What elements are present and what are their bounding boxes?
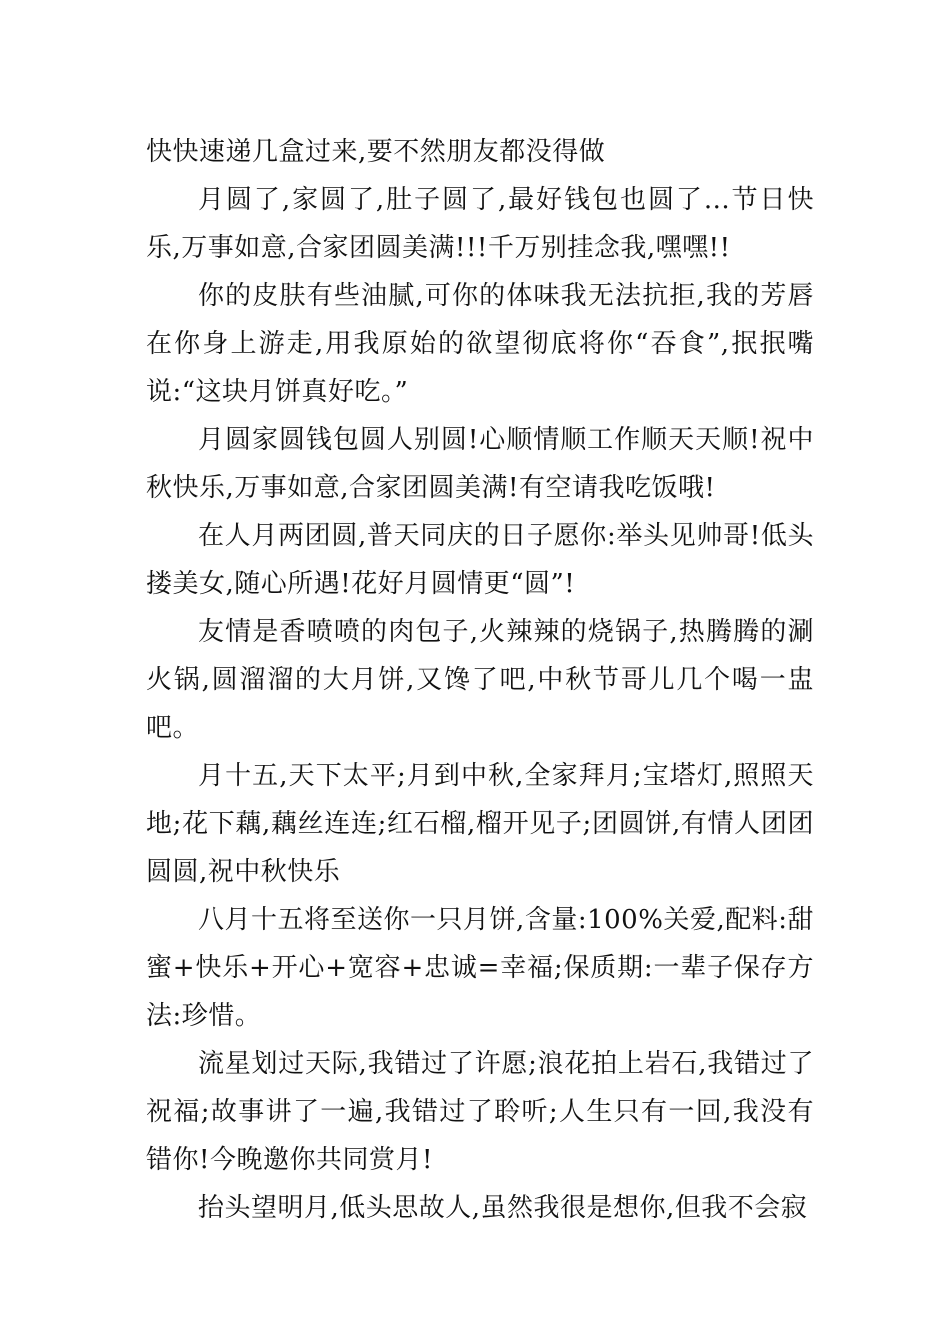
paragraph-6: 友情是香喷喷的肉包子,火辣辣的烧锅子,热腾腾的涮火锅,圆溜溜的大月饼,又馋了吧,中秋节哥儿几个喝一盅吧。 [146, 617, 814, 743]
paragraph-2: 月圆了,家圆了,肚子圆了,最好钱包也圆了...节日快乐,万事如意,合家团圆美满!!!千万别挂念我,嘿嘿!! [146, 185, 814, 263]
paragraph-10: 抬头望明月,低头思故人,虽然我很是想你,但我不会寂 [198, 1193, 808, 1223]
paragraph-7: 月十五,天下太平;月到中秋,全家拜月;宝塔灯,照照天地;花下藕,藕丝连连;红石榴,榴开见子;团圆饼,有情人团团圆圆,祝中秋快乐 [146, 761, 814, 887]
paragraph-3: 你的皮肤有些油腻,可你的体味我无法抗拒,我的芳唇在你身上游走,用我原始的欲望彻底将你“吞食”,抿抿嘴说:“这块月饼真好吃。” [146, 281, 814, 407]
paragraph-4: 月圆家圆钱包圆人别圆!心顺情顺工作顺天天顺!祝中秋快乐,万事如意,合家团圆美满!有空请我吃饭哦! [146, 425, 814, 503]
paragraph-9: 流星划过天际,我错过了许愿;浪花拍上岩石,我错过了祝福;故事讲了一遍,我错过了聆听;人生只有一回,我没有错你!今晚邀你共同赏月! [146, 1049, 814, 1175]
paragraph-5: 在人月两团圆,普天同庆的日子愿你:举头见帅哥!低头搂美女,随心所遇!花好月圆情更“圆”! [146, 521, 814, 599]
paragraph-1: 快快速递几盒过来,要不然朋友都没得做 [146, 137, 606, 167]
paragraph-8: 八月十五将至送你一只月饼,含量:100%关爱,配料:甜蜜+快乐+开心+宽容+忠诚=幸福;保质期:一辈子保存方法:珍惜。 [146, 905, 814, 1031]
document-page [146, 128, 814, 1232]
